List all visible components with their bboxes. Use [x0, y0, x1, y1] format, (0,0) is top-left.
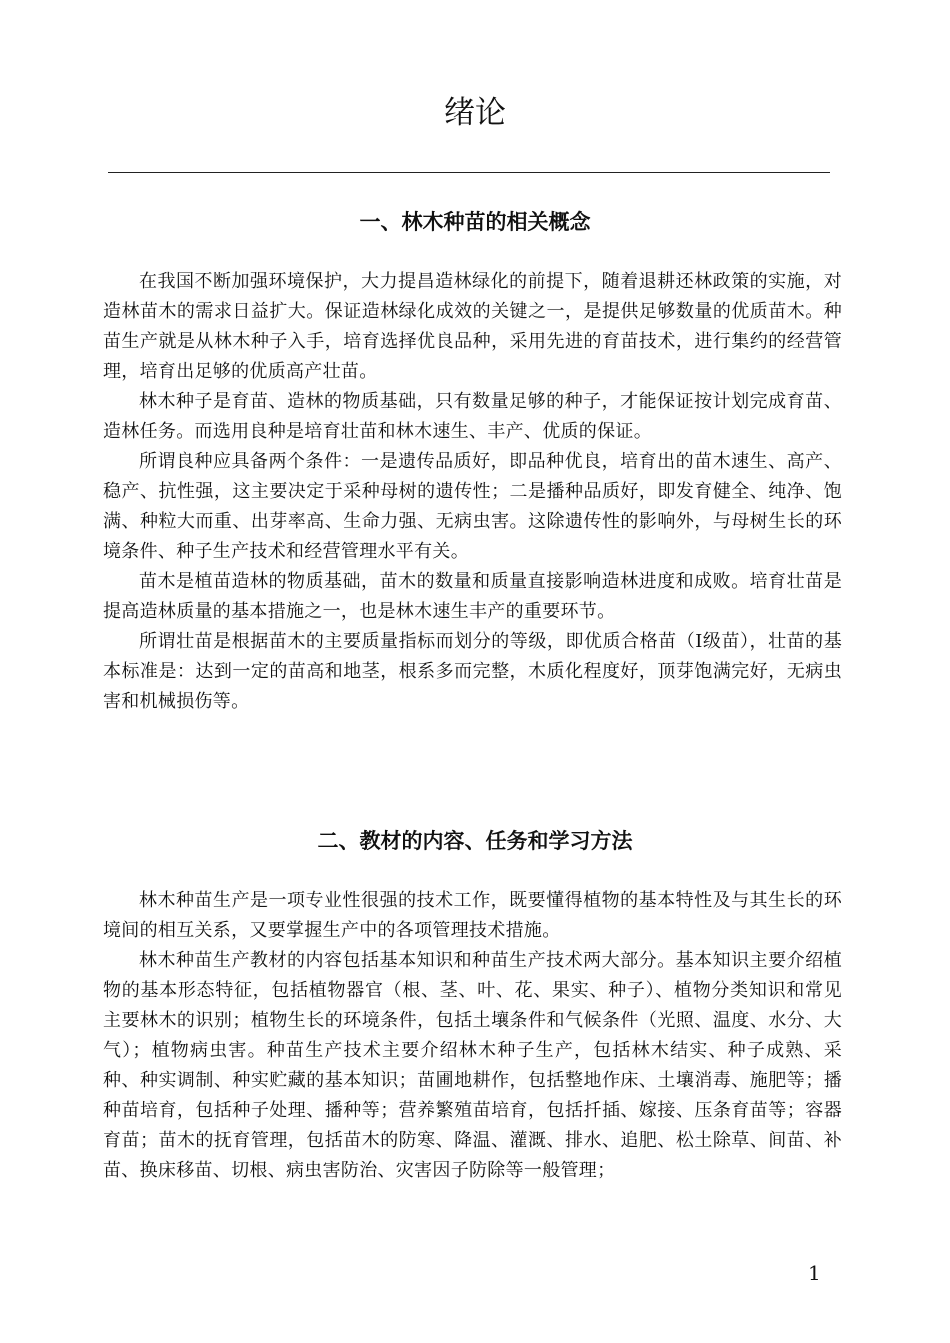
page-number: 1 [808, 1261, 821, 1285]
page-title: 绪论 [444, 95, 506, 131]
section-body-textbook [103, 886, 842, 1186]
paragraph: 所谓壮苗是根据苗木的主要质量指标而划分的等级，即优质合格苗（Ⅰ级苗），壮苗的基本标准是：达到一定的苗高和地茎，根系多而完整，木质化程度好，顶芽饱满完好，无病虫害和机械损伤等。 [103, 631, 842, 712]
title-divider [108, 172, 830, 173]
section-heading-concepts: 一、林木种苗的相关概念 [359, 210, 591, 234]
paragraph: 所谓良种应具备两个条件：一是遗传品质好，即品种优良，培育出的苗木速生、高产、稳产、抗性强，这主要决定于采种母树的遗传性；二是播种品质好，即发育健全、纯净、饱满、种粒大而重、出芽率高、生命力强、无病虫害。这除遗传性的影响外，与母树生长的环境条件、种子生产技术和经营管理水平有关。 [103, 451, 842, 562]
paragraph: 苗木是植苗造林的物质基础，苗木的数量和质量直接影响造林进度和成败。培育壮苗是提高造林质量的基本措施之一，也是林木速生丰产的重要环节。 [103, 571, 842, 622]
section-body-concepts [103, 267, 842, 717]
paragraph: 在我国不断加强环境保护，大力提昌造林绿化的前提下，随着退耕还林政策的实施，对造林苗木的需求日益扩大。保证造林绿化成效的关键之一，是提供足够数量的优质苗木。种苗生产就是从林木种子入手，培育选择优良品种，采用先进的育苗技术，进行集约的经营管理，培育出足够的优质高产壮苗。 [103, 271, 842, 382]
paragraph: 林木种苗生产教材的内容包括基本知识和种苗生产技术两大部分。基本知识主要介绍植物的基本形态特征，包括植物器官（根、茎、叶、花、果实、种子）、植物分类知识和常见主要林木的识别；植物生长的环境条件，包括土壤条件和气候条件（光照、温度、水分、大气）；植物病虫害。种苗生产技术主要介绍林木种子生产，包括林木结实、种子成熟、采种、种实调制、种实贮藏的基本知识；苗圃地耕作，包括整地作床、土壤消毒、施肥等；播种苗培育，包括种子处理、播种等；营养繁殖苗培育，包括扦插、嫁接、压条育苗等；容器育苗；苗木的抚育管理，包括苗木的防寒、降温、灌溉、排水、追肥、松土除草、间苗、补苗、换床移苗、切根、病虫害防治、灾害因子防除等一般管理； [103, 950, 842, 1181]
paragraph: 林木种苗生产是一项专业性很强的技术工作，既要懂得植物的基本特性及与其生长的环境间的相互关系，又要掌握生产中的各项管理技术措施。 [103, 890, 842, 941]
paragraph: 林木种子是育苗、造林的物质基础，只有数量足够的种子，才能保证按计划完成育苗、造林任务。而选用良种是培育壮苗和林木速生、丰产、优质的保证。 [103, 391, 842, 442]
section-heading-textbook: 二、教材的内容、任务和学习方法 [317, 829, 633, 853]
